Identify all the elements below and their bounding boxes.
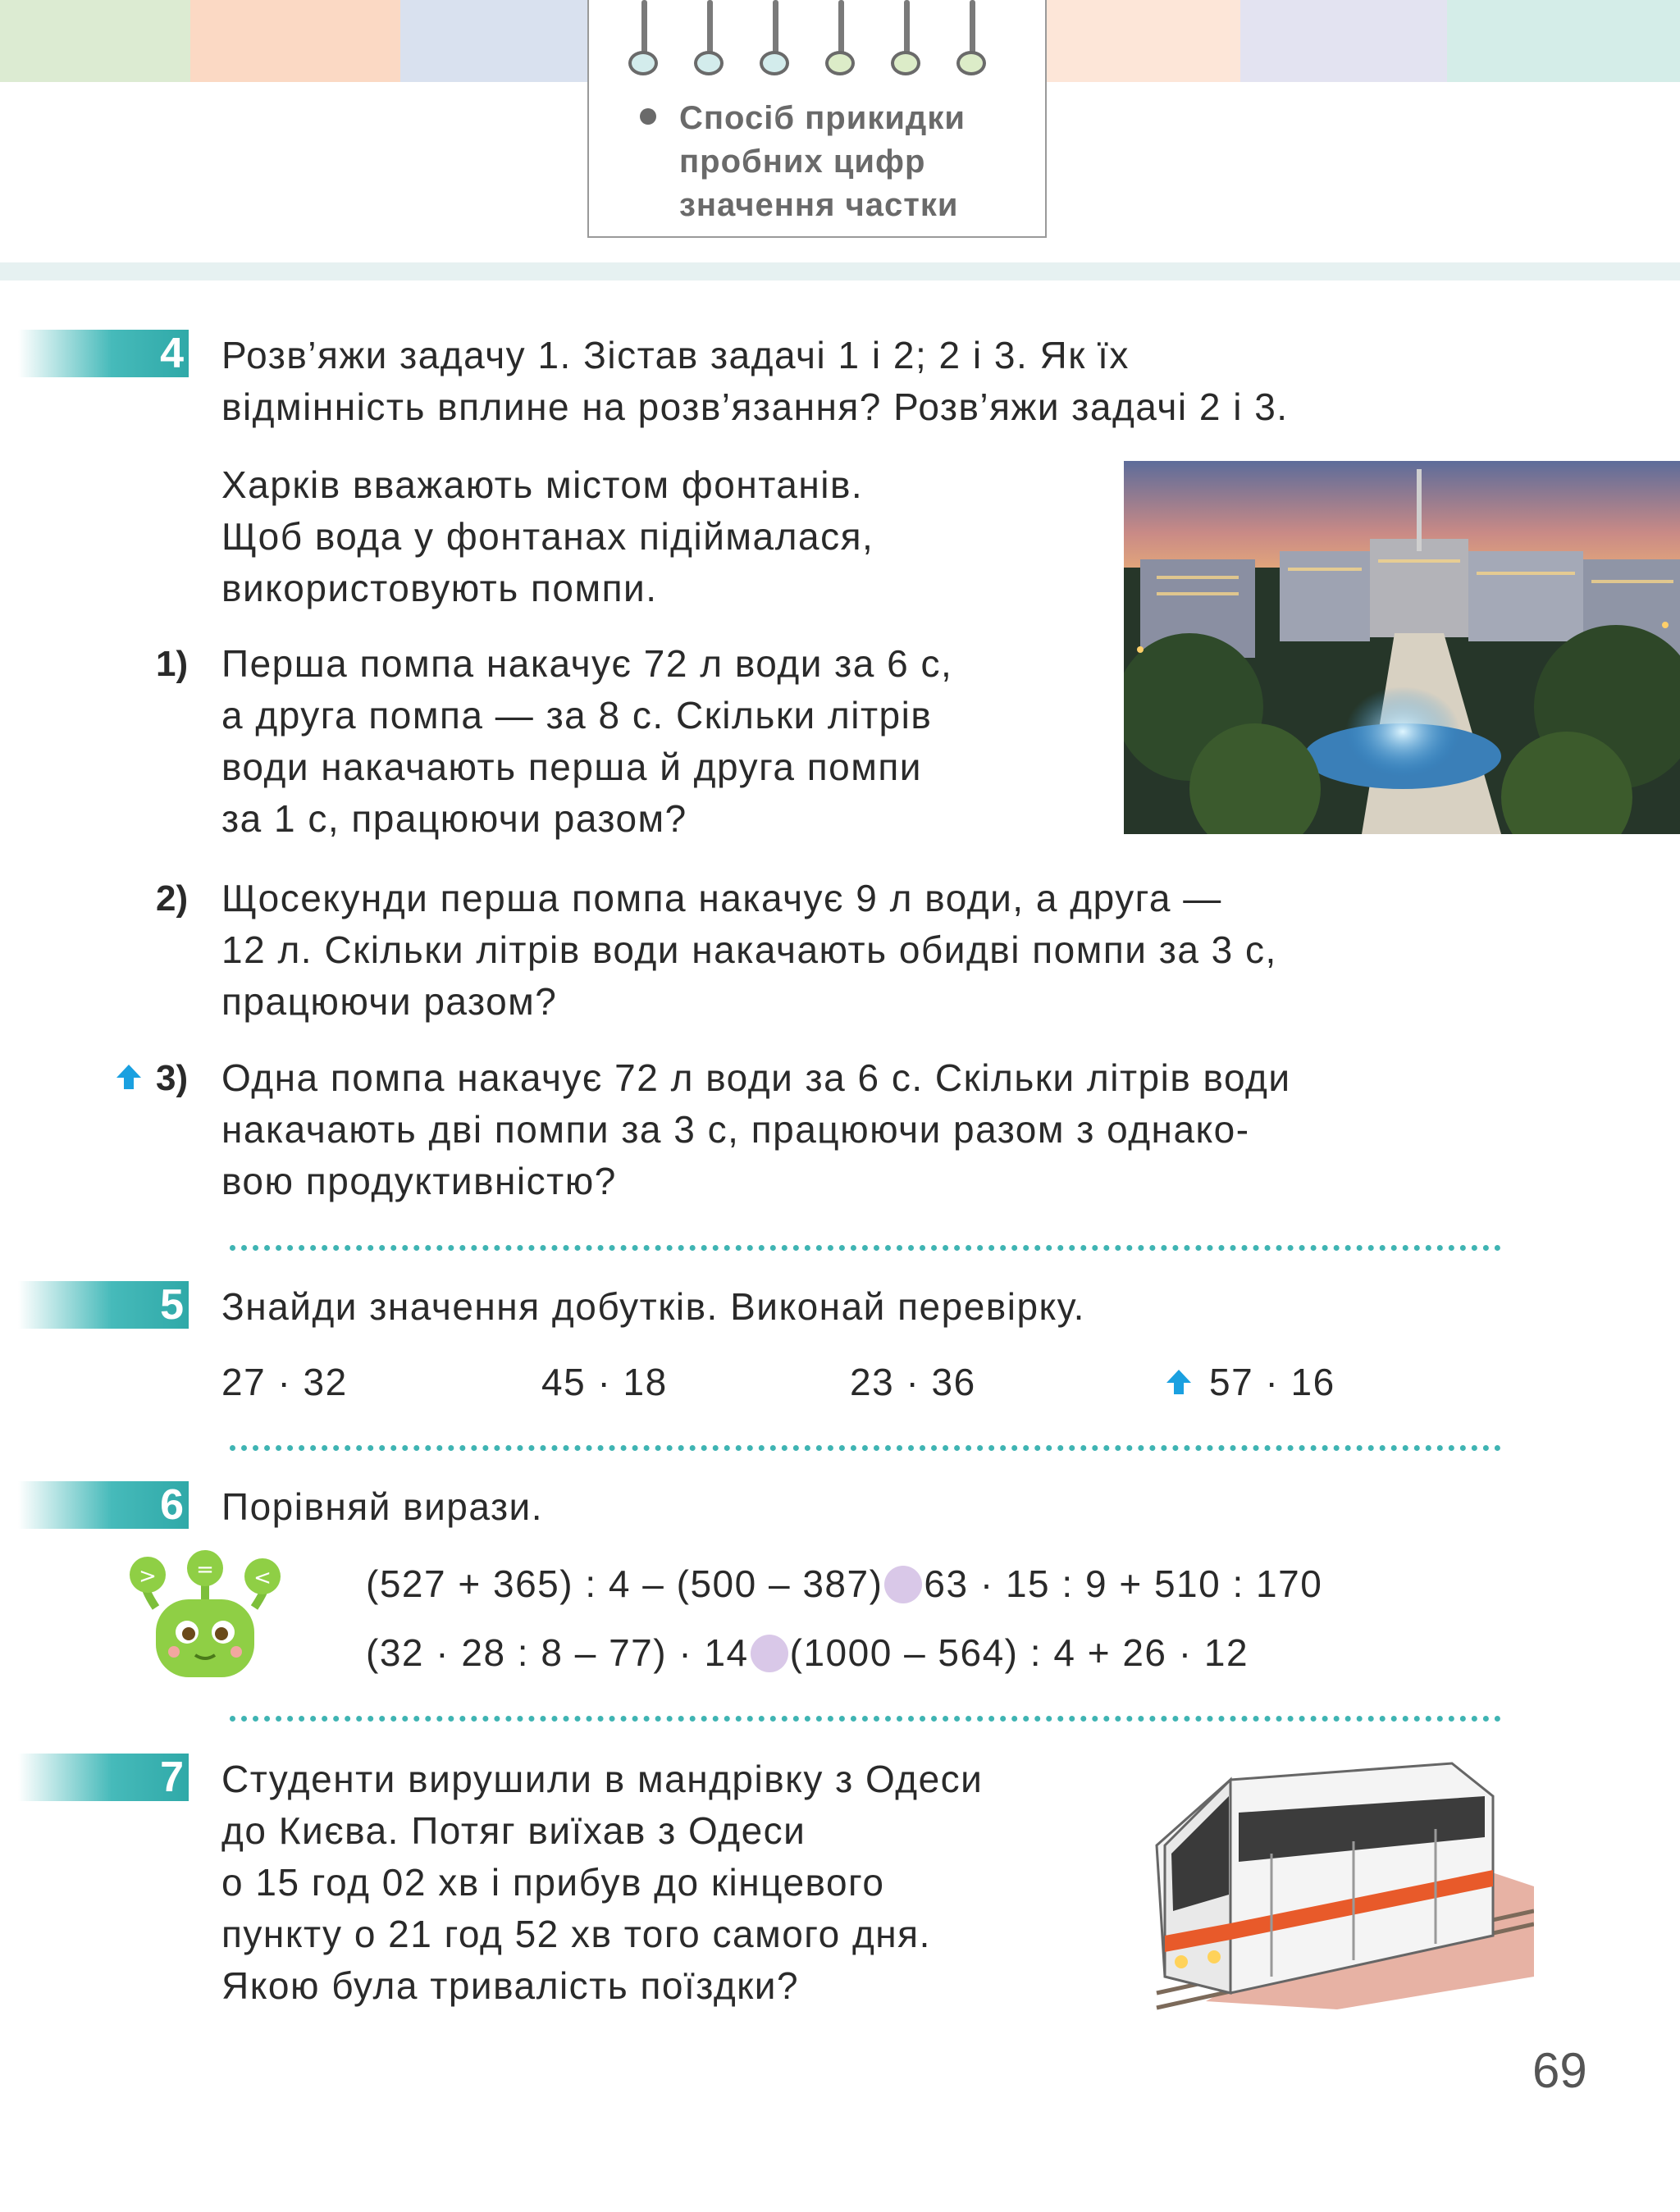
expression-1-right: 63 · 15 : 9 + 510 : 170	[924, 1562, 1323, 1605]
spiral-ring-icon	[623, 0, 664, 79]
task-4-part-1: Перша помпа накачує 72 л води за 6 с, а друга помпа — за 8 с. Скільки літрів води накачають перша й друга помпи за 1 с, працюючи разом?	[221, 642, 953, 840]
spiral-ring-icon	[952, 0, 993, 79]
section-divider	[230, 1445, 1501, 1451]
spiral-ring-icon	[820, 0, 861, 79]
task-4-part-1-number: 1)	[156, 644, 189, 684]
header-stripe-1	[0, 0, 190, 82]
spiral-ring-icon	[755, 0, 796, 79]
header-rule	[0, 262, 1680, 280]
task-4-part-3: Одна помпа накачує 72 л води за 6 с. Скільки літрів води накачають дві помпи за 3 с, працюючи разом з однако- вою продуктивністю?	[221, 1056, 1291, 1202]
green-monster-mascot-icon	[123, 1550, 287, 1681]
section-divider	[230, 1245, 1501, 1251]
task-4-part-2: Щосекунди перша помпа накачує 9 л води, а друга — 12 л. Скільки літрів води накачають обидві помпи за 3 с, працюючи разом?	[221, 877, 1277, 1023]
bullet-icon	[640, 108, 656, 125]
task-4-part-2-number: 2)	[156, 878, 189, 919]
task-5-instruction: Знайди значення добутків. Виконай перевірку.	[221, 1285, 1085, 1328]
task-4-number-badge: 4	[18, 330, 189, 377]
topic-note-card	[587, 0, 1047, 238]
spiral-ring-icon	[886, 0, 927, 79]
header-stripe-6	[1447, 0, 1680, 82]
advanced-task-arrow-icon	[1165, 1368, 1193, 1396]
advanced-task-arrow-icon	[115, 1063, 143, 1091]
page-number: 69	[1532, 2043, 1587, 2098]
task-7-number-badge: 7	[18, 1754, 189, 1801]
header-stripe-3	[400, 0, 587, 82]
train-illustration	[1107, 1747, 1534, 2018]
expression-2-left: (32 · 28 : 8 – 77) · 14	[366, 1631, 749, 1674]
task-5-product-2: 45 · 18	[541, 1361, 668, 1403]
task-4-context: Харків вважають містом фонтанів. Щоб вода у фонтанах підіймалася, використовують помпи.	[221, 463, 874, 609]
comparison-placeholder-circle[interactable]	[884, 1566, 922, 1603]
note-text: Спосіб прикидки пробних цифр значення частки	[679, 100, 966, 223]
task-5-product-3: 23 · 36	[850, 1361, 976, 1403]
spiral-ring-icon	[689, 0, 730, 79]
header-stripe-5	[1240, 0, 1447, 82]
task-6-number-badge: 6	[18, 1481, 189, 1529]
task-5-number-badge: 5	[18, 1281, 189, 1329]
task-6-expression-row-2	[366, 1627, 1249, 1679]
task-4-part-3-number: 3)	[156, 1058, 189, 1098]
svg-text:>: >	[139, 1564, 157, 1589]
task-7-problem: Студенти вирушили в мандрівку з Одеси до Києва. Потяг виїхав з Одеси о 15 год 02 хв і прибув до кінцевого пункту о 21 год 52 хв того самого дня. Якою була тривалість поїздки?	[221, 1758, 984, 2007]
task-6-instruction: Порівняй вирази.	[221, 1485, 544, 1528]
task-5-product-1: 27 · 32	[221, 1361, 348, 1403]
svg-text:=: =	[196, 1558, 214, 1582]
task-6-expression-row-1	[366, 1558, 1322, 1610]
header-stripe-2	[190, 0, 400, 82]
task-4-intro: Розв’яжи задачу 1. Зістав задачі 1 і 2; 2 і 3. Як їх відмінність вплине на розв’язання? Розв’яжи задачі 2 і 3.	[221, 334, 1289, 428]
header-stripe-4	[1047, 0, 1240, 82]
task-5-product-4: 57 · 16	[1209, 1361, 1335, 1403]
section-divider	[230, 1716, 1501, 1722]
expression-1-left: (527 + 365) : 4 – (500 – 387)	[366, 1562, 883, 1605]
svg-text:<: <	[253, 1566, 272, 1590]
comparison-placeholder-circle[interactable]	[751, 1635, 788, 1672]
kharkiv-fountain-photo	[1124, 461, 1680, 834]
expression-2-right: (1000 – 564) : 4 + 26 · 12	[789, 1631, 1249, 1674]
